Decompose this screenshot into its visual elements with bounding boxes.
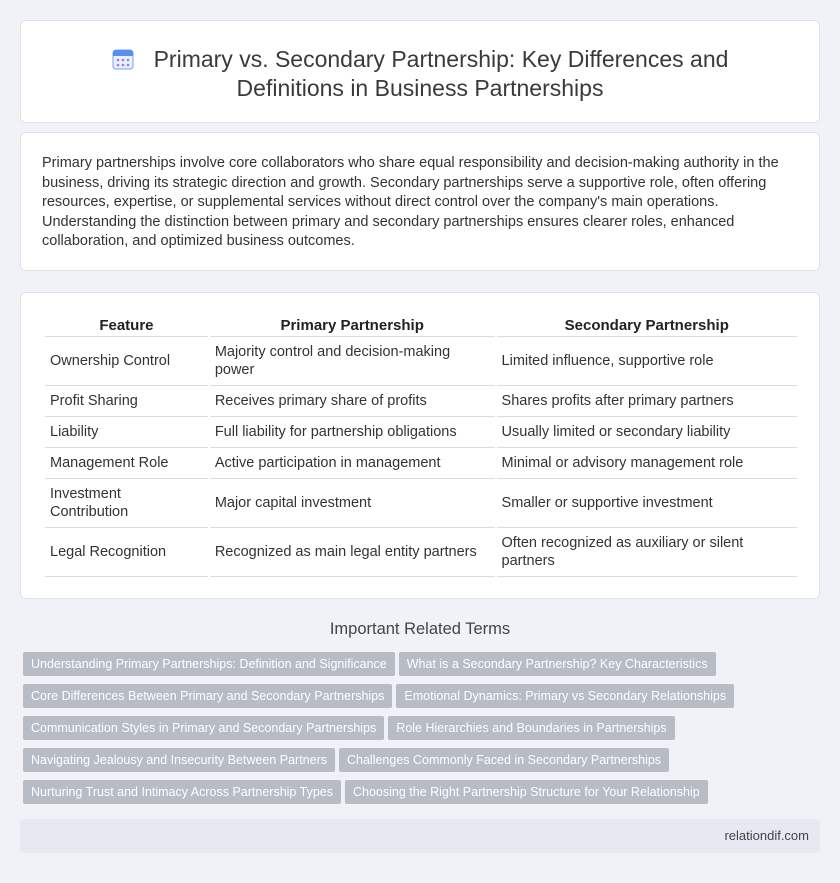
related-term-link[interactable]: Navigating Jealousy and Insecurity Between Partners bbox=[23, 748, 335, 772]
page-title-wrap bbox=[21, 45, 819, 103]
tag-row bbox=[23, 652, 813, 684]
related-term-link[interactable]: Understanding Primary Partnerships: Definition and Significance bbox=[23, 652, 395, 676]
primary-cell: Recognized as main legal entity partners bbox=[210, 528, 495, 577]
table-row bbox=[45, 448, 797, 479]
feature-cell: Management Role bbox=[45, 448, 208, 479]
primary-cell: Full liability for partnership obligations bbox=[210, 417, 495, 448]
intro-paragraph: Primary partnerships involve core collaborators who share equal responsibility and decision-making authority in the business, driving its strategic direction and growth. Secondary partnerships serve a supportive role, often offering resources, expertise, or supplemental services without direct control over the company's main operations. Understanding the distinction between primary and secondary partnerships ensures clearer roles, enhanced collaboration, and optimized business outcomes. bbox=[42, 155, 779, 249]
comparison-card bbox=[20, 292, 820, 599]
table-row bbox=[45, 337, 797, 386]
related-term-link[interactable]: Emotional Dynamics: Primary vs Secondary Relationships bbox=[396, 684, 734, 708]
calendar-icon bbox=[112, 48, 134, 70]
tag-row bbox=[23, 684, 813, 716]
primary-cell: Major capital investment bbox=[210, 479, 495, 528]
secondary-cell: Smaller or supportive investment bbox=[497, 479, 797, 528]
tag-row bbox=[23, 780, 813, 812]
secondary-cell: Limited influence, supportive role bbox=[497, 337, 797, 386]
secondary-cell: Usually limited or secondary liability bbox=[497, 417, 797, 448]
page-title: Primary vs. Secondary Partnership: Key Differences and Definitions in Business Partnerships bbox=[153, 46, 729, 101]
primary-cell: Receives primary share of profits bbox=[210, 386, 495, 417]
table-row bbox=[45, 386, 797, 417]
table-row bbox=[45, 479, 797, 528]
header-primary: Primary Partnership bbox=[210, 315, 495, 337]
related-term-link[interactable]: Nurturing Trust and Intimacy Across Partnership Types bbox=[23, 780, 341, 804]
related-term-link[interactable]: What is a Secondary Partnership? Key Characteristics bbox=[399, 652, 716, 676]
feature-cell: Profit Sharing bbox=[45, 386, 208, 417]
related-term-link[interactable]: Challenges Commonly Faced in Secondary Partnerships bbox=[339, 748, 669, 772]
header-secondary: Secondary Partnership bbox=[497, 315, 797, 337]
table-header-row bbox=[45, 315, 797, 337]
secondary-cell: Shares profits after primary partners bbox=[497, 386, 797, 417]
primary-cell: Majority control and decision-making power bbox=[210, 337, 495, 386]
secondary-cell: Often recognized as auxiliary or silent partners bbox=[497, 528, 797, 577]
footer-site-name: relationdif.com bbox=[724, 828, 809, 843]
tag-row bbox=[23, 748, 813, 780]
comparison-table bbox=[43, 315, 799, 577]
header-feature: Feature bbox=[45, 315, 208, 337]
feature-cell: Investment Contribution bbox=[45, 479, 208, 528]
related-terms-heading: Important Related Terms bbox=[329, 620, 511, 638]
feature-cell: Liability bbox=[45, 417, 208, 448]
feature-cell: Ownership Control bbox=[45, 337, 208, 386]
related-terms-list bbox=[23, 652, 813, 812]
feature-cell: Legal Recognition bbox=[45, 528, 208, 577]
secondary-cell: Minimal or advisory management role bbox=[497, 448, 797, 479]
related-term-link[interactable]: Choosing the Right Partnership Structure for Your Relationship bbox=[345, 780, 708, 804]
related-term-link[interactable]: Core Differences Between Primary and Secondary Partnerships bbox=[23, 684, 392, 708]
header-card bbox=[20, 20, 820, 123]
tag-row bbox=[23, 716, 813, 748]
footer-bar bbox=[20, 819, 820, 853]
table-row bbox=[45, 417, 797, 448]
related-term-link[interactable]: Role Hierarchies and Boundaries in Partnerships bbox=[388, 716, 674, 740]
primary-cell: Active participation in management bbox=[210, 448, 495, 479]
table-row bbox=[45, 528, 797, 577]
intro-card bbox=[20, 132, 820, 271]
related-term-link[interactable]: Communication Styles in Primary and Secondary Partnerships bbox=[23, 716, 384, 740]
